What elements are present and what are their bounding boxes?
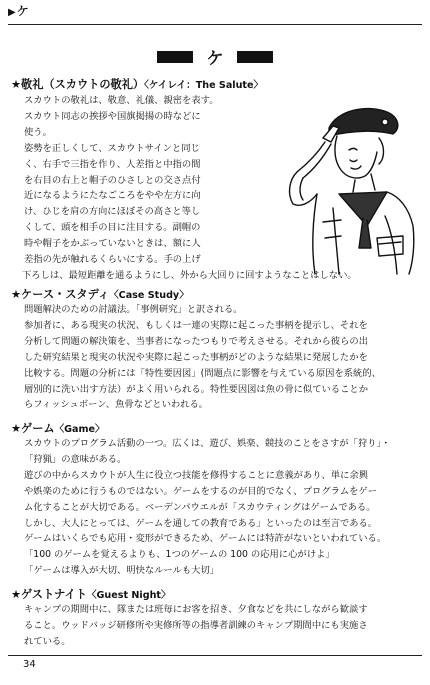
body-line: を右目の右上と帽子のひさしとの交さ点付 xyxy=(24,174,201,186)
entry-heading-game xyxy=(11,420,105,436)
body-line: 問題解決のための討議法。「事例研究」と訳される。 xyxy=(24,304,243,315)
body-line: 姿勢を正しくして、スカウトサインと同じ xyxy=(24,142,200,154)
entry-title-en: 〈Guest Night〉 xyxy=(86,590,171,601)
body-line: キャンプの期間中に、隊または班毎にお客を招き、夕食などを共にしながら歓談す xyxy=(24,604,368,615)
body-line: した研究結果と現実の状況や実際に起こった事柄がどのような結果に発展したかを xyxy=(24,351,368,363)
entry-title: ★ゲストナイト xyxy=(11,588,87,601)
entry-title-en: 〈Case Study〉 xyxy=(109,290,189,301)
entry-body-game xyxy=(24,436,419,579)
body-line: スカウトのプログラム活動の一つ。広くは、遊び、娯楽、競技のことをさすが「狩り」・ xyxy=(24,438,391,449)
header-rule xyxy=(8,24,422,25)
body-line: 下ろしは、最短距離を通るようにし、外から大回りに回すようなことはしない。 xyxy=(22,269,357,281)
body-line: らフィッシュボーン、魚骨などといわれる。 xyxy=(24,399,209,411)
body-line: 参加者に、ある現実の状況、もしくは一連の実際に起こった事柄を提示し、それを xyxy=(24,319,368,331)
body-line: や娯楽のために行うものではない。ゲームをするのが目的でなく、プログラムをゲー xyxy=(24,485,378,497)
entry-title: ★敬礼（スカウトの敬礼） xyxy=(11,78,145,91)
body-line: く、右手で三指を作り、人差指と中指の間 xyxy=(24,158,201,170)
entry-title-en: 〈ケイレイ：The Salute〉 xyxy=(144,80,264,91)
body-line: 差指の先が触れるくらいにする。手の上げ xyxy=(24,254,201,266)
section-title xyxy=(0,44,430,69)
page-number: 34 xyxy=(23,659,36,670)
body-line: スカウトの敬礼は、敬意、礼儀、親密を表す。 xyxy=(24,95,219,106)
entry-heading-case-study xyxy=(11,286,189,302)
title-bar-left xyxy=(157,51,193,63)
body-line: スカウト同志の挨拶や国旗掲揚の時などに xyxy=(24,110,201,122)
section-title-text: ケ xyxy=(206,49,224,69)
footer-rule xyxy=(8,655,422,656)
entry-title: ★ゲーム xyxy=(11,422,55,435)
body-line: ム化することが大切である。ベーデンパウエルが「スカウティングはゲームである。 xyxy=(24,501,376,513)
body-line: ゲームはいくらでも応用・変形ができるため、ゲームには特許がないといわれている。 xyxy=(24,533,387,545)
body-line: 時や帽子をかぶっていないときは、額に人 xyxy=(24,238,201,250)
body-line: 分析して問題の解決策を、当事者になったつもりで考えさせる。それから彼らの出 xyxy=(24,335,368,347)
entry-title-en: 〈Game〉 xyxy=(54,424,105,435)
body-line: 「狩猟」の意味がある。 xyxy=(24,453,127,465)
running-header xyxy=(8,2,29,19)
body-line: しかし、大人にとっては、ゲームを通しての教育である」といったのは至言である。 xyxy=(24,517,378,529)
body-line: 遊びの中からスカウトが人生に役立つ技能を修得することに意義があり、単に余興 xyxy=(24,469,368,481)
triangle-marker-icon: ▶ xyxy=(8,7,16,18)
entry-heading-guest-night xyxy=(11,586,171,602)
body-line: れている。 xyxy=(24,635,71,647)
entry-title: ★ケース・スタディ xyxy=(11,288,110,301)
body-line: 使う。 xyxy=(24,126,52,138)
entry-heading-salute xyxy=(11,76,263,92)
body-line: 近になるようにたなごころをやや左方に向 xyxy=(24,190,201,202)
body-line: け、ひじを肩の方向にほぼその高さと等し xyxy=(24,206,201,218)
scout-salute-illustration xyxy=(267,98,417,276)
body-line: 層別的に洗い出す方法）がよく用いられる。特性要因図は魚の骨に似ていることか xyxy=(24,383,368,395)
body-line: 「ゲームは導入が大切、明快なルールも大切」 xyxy=(24,565,220,577)
body-line: 比較する。問題の分析には「特性要因図」(問題点に影響を与えている原因を系統的、 xyxy=(24,367,381,379)
entry-body-case-study xyxy=(24,302,419,413)
running-header-label: ケ xyxy=(16,4,29,18)
body-line: 「100 のゲームを覚えるよりも、1つのゲームの 100 の応用に心がけよ」 xyxy=(24,549,335,561)
body-line: ること。ウッドバッジ研修所や実修所等の指導者訓練のキャンプ期間中にも実施さ xyxy=(24,619,368,631)
body-line: くして、頭を相手の目に注目する。副帽の xyxy=(24,222,201,234)
title-bar-right xyxy=(237,51,273,63)
entry-body-guest-night xyxy=(24,602,419,650)
